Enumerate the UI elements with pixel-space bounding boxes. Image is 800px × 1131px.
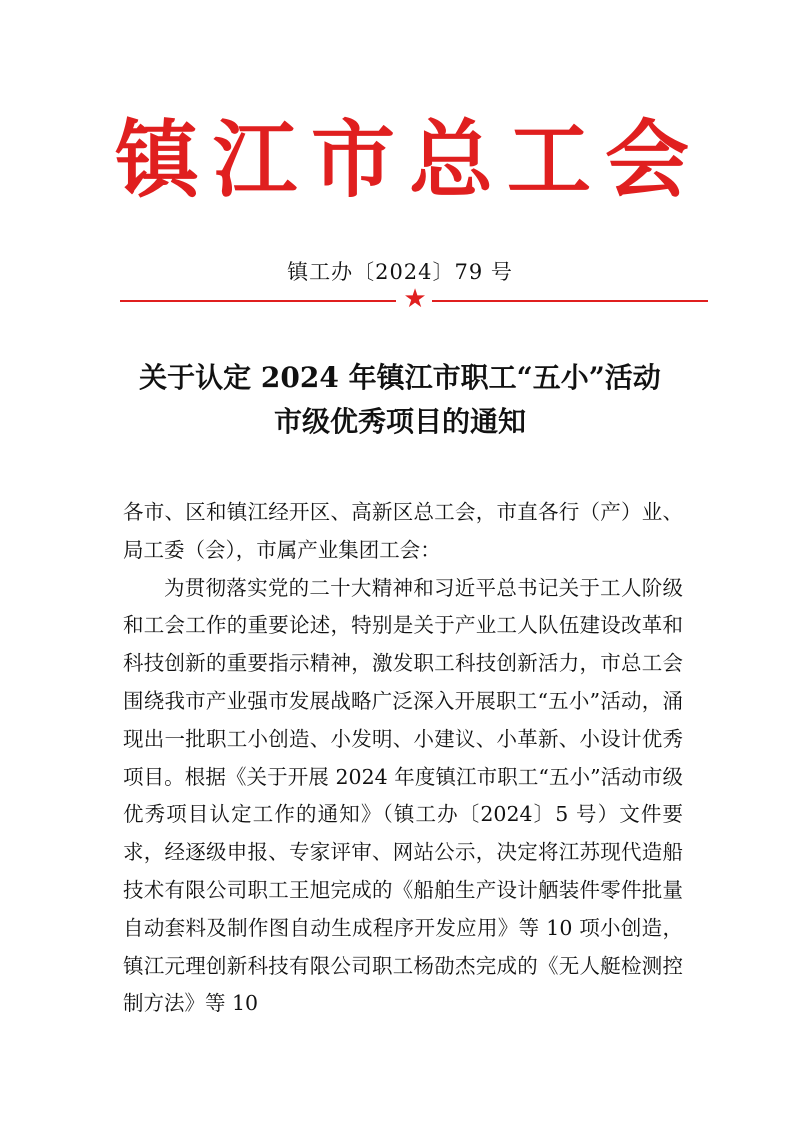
org-char: 工 — [506, 110, 591, 209]
red-divider-right — [432, 300, 708, 302]
org-char: 市 — [310, 110, 395, 209]
star-icon: ★ — [403, 284, 427, 314]
body-paragraph: 为贯彻落实党的二十大精神和习近平总书记关于工人阶级和工会工作的重要论述，特别是关于产业工人队伍建设改革和科技创新的重要指示精神，激发职工科技创新活力，市总工会围绕我市产业强市发展战略广泛深入开展职工“五小”活动，涌现出一批职工小创造、小发明、小建议、小革新、小设计优秀项目。根据《关于开展 2024 年度镇江市职工“五小”活动市级优秀项目认定工作的通知》（镇工办〔2024〕5 号）文件要求，经逐级申报、专家评审、网站公示，决定将江苏现代造船技术有限公司职工王旭完成的《船舶生产设计舾装件零件批量自动套料及制作图自动生成程序开发应用》等 10 项小创造，镇江元理创新科技有限公司职工杨劭杰完成的《无人艇检测控制方法》等 10 — [123, 575, 683, 1016]
org-char: 江 — [212, 110, 297, 209]
document-title — [80, 356, 720, 444]
organization-name-header — [112, 110, 692, 210]
org-char: 镇 — [114, 110, 199, 209]
org-char: 会 — [604, 110, 689, 209]
title-line-1: 关于认定 2024 年镇江市职工“五小”活动 — [139, 361, 661, 394]
title-line-2: 市级优秀项目的通知 — [273, 405, 526, 438]
red-divider-left — [120, 300, 396, 302]
document-body — [123, 494, 683, 1023]
document-number: 镇工办〔2024〕79 号 — [287, 260, 513, 284]
org-char: 总 — [408, 110, 493, 209]
salutation: 各市、区和镇江经开区、高新区总工会，市直各行（产）业、局工委（会），市属产业集团工会： — [123, 500, 683, 562]
